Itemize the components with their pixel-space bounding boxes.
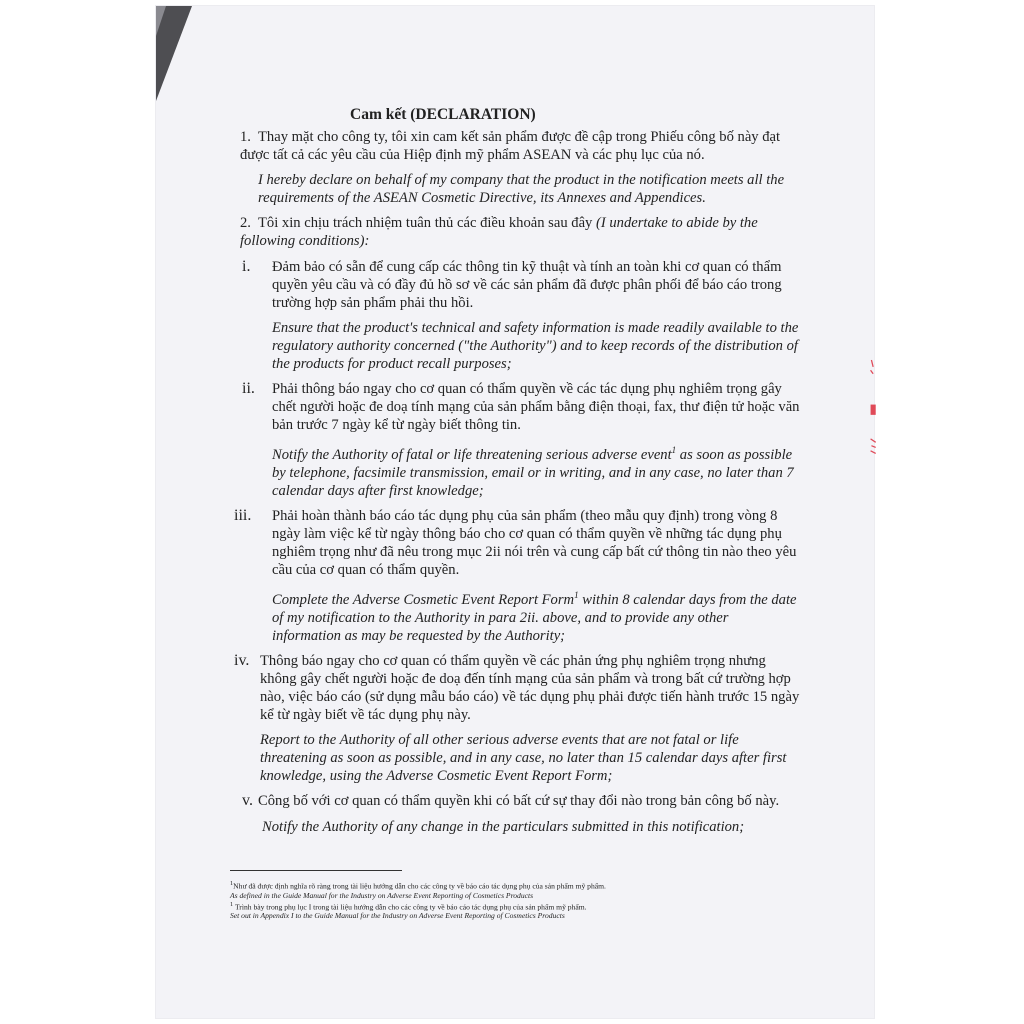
declaration-title: Cam kết (DECLARATION) (350, 106, 536, 123)
item-1-en: I hereby declare on behalf of my company that the product in the notification meets all the requirements of the ASEAN Cosmetic Directive, its Annexes and Appendices. (258, 172, 785, 206)
footnote-ref: 1 (574, 589, 579, 600)
red-stamp-mark (868, 348, 880, 468)
page-corner-shadow (156, 6, 196, 106)
subitem-iii-vi: Phải hoàn thành báo cáo tác dụng phụ của sản phẩm (theo mẫu quy định) trong vòng 8 ngày làm việc kể từ ngày thông báo cho cơ quan có thẩm quyền về những tác dụng phụ nghiêm trọng như đã nêu trong mục 2ii nói trên và cung cấp bất cứ thông tin nào theo yêu cầu của cơ quan có thẩm quyền. (272, 507, 797, 578)
footnotes (230, 879, 750, 920)
footnote-1-vi: $^1$Như đã được định nghĩa rõ ràng trong tài liệu hướng dẫn cho các công ty về báo cáo tác dụng phụ của sản phẩm mỹ phẩm. (230, 880, 606, 891)
footnote-ref: 1 (671, 445, 677, 455)
declaration-body (234, 106, 800, 836)
subitem-iv-vi: Thông báo ngay cho cơ quan có thẩm quyền về các phản ứng phụ nghiêm trọng nhưng không gây chết người hoặc đe doạ đến tính mạng của sản phẩm và trong bất cứ trường hợp nào, việc báo cáo (sử dụng mẫu báo cáo) về tác dụng phụ phải được tiến hành trước 15 ngày kể từ ngày biết về tác dụng phụ này. (260, 652, 800, 723)
subitem-ii: ii. Phải thông báo ngay cho cơ quan có thẩm quyền về các tác dụng phụ nghiêm trọng gây chết người hoặc đe doạ tính mạng của sản phẩm bằng điện thoại, fax, thư điện tử hoặc văn bản trước 7 ngày kể từ ngày biết thông tin. Notify the Authority of fatal or life threatening serious adverse event$^1$ as soon as possible by telephone, facsimile transmission, email or in writing, and in any case, no later than 7 calendar days after first knowledge; (242, 380, 800, 499)
subitem-i-en: Ensure that the product's technical and safety information is made readily available to the regulatory authority concerned ("the Authority") and to keep records of the distribution of the products for product recall purposes; (272, 320, 799, 372)
subitem-v: v. Công bố với cơ quan có thẩm quyền khi có bất cứ sự thay đổi nào trong bản công bố này. Notify the Authority of any change in the particulars submitted in this notification; (240, 792, 800, 836)
subitem-v-en: Notify the Authority of any change in the particulars submitted in this notification; (262, 818, 745, 835)
subitem-iv-en: Report to the Authority of all other serious adverse events that are not fatal or life threatening as soon as possible, and in any case, no later than 15 calendar days after first knowledge, using the Adverse Cosmetic Event Report Form; (260, 731, 787, 784)
subitem-iv: iv. Thông báo ngay cho cơ quan có thẩm quyền về các phản ứng phụ nghiêm trọng nhưng không gây chết người hoặc đe doạ đến tính mạng của sản phẩm và trong bất cứ trường hợp nào, việc báo cáo (sử dụng mẫu báo cáo) về tác dụng phụ phải được tiến hành trước 15 ngày kể từ ngày biết về tác dụng phụ này. Report to the Authority of all other serious adverse events that are not fatal or life threatening as soon as possible, and in any case, no later than 15 calendar days after first knowledge, using the Adverse Cosmetic Event Report Form; (234, 651, 800, 784)
subitem-ii-vi: Phải thông báo ngay cho cơ quan có thẩm quyền về các tác dụng phụ nghiêm trọng gây chết người hoặc đe doạ tính mạng của sản phẩm bằng điện thoại, fax, thư điện tử hoặc văn bản trước 7 ngày kể từ ngày biết thông tin. (272, 381, 800, 433)
footnote-2-en: Set out in Appendix I to the Guide Manual for the Industry on Adverse Event Reporting of Cosmetics Products (230, 911, 565, 921)
subitem-ii-en: Notify the Authority of fatal or life threatening serious adverse event$^1$ as soon as possible by telephone, facsimile transmission, email or in writing, and in any case, no later than 7 calendar days after first knowledge; (272, 445, 794, 499)
footnote-2-vi: $^1$ Trình bày trong phụ lục I trong tài liệu hướng dẫn cho các công ty về báo cáo tác dụng phụ của sản phẩm mỹ phẩm. (230, 900, 587, 912)
subitem-i: i. Đảm bảo có sẵn để cung cấp các thông tin kỹ thuật và tính an toàn khi cơ quan có thẩm quyền yêu cầu và có đầy đủ hồ sơ về các sản phẩm đã được phân phối để báo cáo trong trường hợp sản phẩm phải thu hồi. Ensure that the product's technical and safety information is made readily available to the regulatory authority concerned ("the Authority") and to keep records of the distribution of the products for product recall purposes; (242, 258, 799, 372)
footnote-1-en: As defined in the Guide Manual for the Industry on Adverse Event Reporting of Cosmetics Products (230, 890, 534, 900)
subitem-i-vi: Đảm bảo có sẵn để cung cấp các thông tin kỹ thuật và tính an toàn khi cơ quan có thẩm quyền yêu cầu và có đầy đủ hồ sơ về các sản phẩm đã được phân phối để báo cáo trong trường hợp sản phẩm phải thu hồi. (272, 259, 782, 311)
footnote-divider (230, 870, 402, 871)
subitem-iii-en: Complete the Adverse Cosmetic Event Report Form$^1$ within 8 calendar days from the date of my notification to the Authority in para 2ii. above, and to provide any other information as may be requested by the Authority; (272, 589, 797, 644)
item-1-vi: 1. Thay mặt cho công ty, tôi xin cam kết sản phẩm được đề cập trong Phiếu công bố này đạt được tất cả các yêu cầu của Hiệp định mỹ phẩm ASEAN và các phụ lục của nó. (240, 129, 781, 163)
document-page (156, 6, 874, 1018)
subitem-v-vi: Công bố với cơ quan có thẩm quyền khi có bất cứ sự thay đổi nào trong bản công bố này. (258, 792, 780, 809)
item-2-text: 2. Tôi xin chịu trách nhiệm tuân thủ các điều khoản sau đây (I undertake to abide by the following conditions): (240, 215, 758, 249)
subitem-iii: iii. Phải hoàn thành báo cáo tác dụng phụ của sản phẩm (theo mẫu quy định) trong vòng 8 ngày làm việc kể từ ngày thông báo cho cơ quan có thẩm quyền về những tác dụng phụ nghiêm trọng như đã nêu trong mục 2ii nói trên và cung cấp bất cứ thông tin nào theo yêu cầu của cơ quan có thẩm quyền. Complete the Adverse Cosmetic Event Report Form$^1$ within 8 calendar days from the date of my notification to the Authority in para 2ii. above, and to provide any other information as may be requested by the Authority; (240, 507, 800, 645)
